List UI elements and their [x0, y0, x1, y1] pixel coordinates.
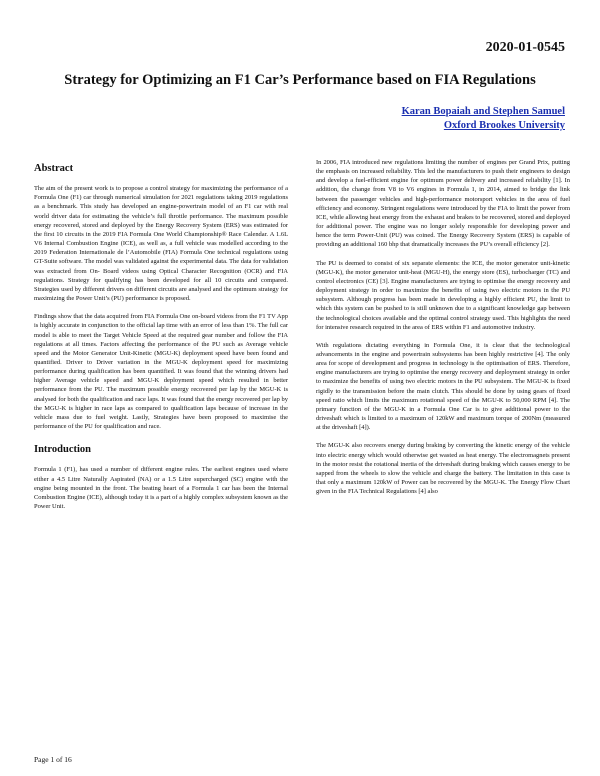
authors-link[interactable]: Karan Bopaiah and Stephen Samuel	[401, 106, 565, 117]
abstract-paragraph-2: Findings show that the data acquired from FIA Formula One on-board videos from the F1 TV App is highly accurate in conjunction to the official lap time with an error of less than 1%. The full car model is able to meet the Target Vehicle Speed at the required gear number and follow the FIA regulations at all times. Factors affecting the performance of the PU such as Average vehicle speed and the Motor Generator Unit-Kinetic (MGU-K) deployment speed have been found and quantified. Driver to Driver variation in the MGU-K deployment speed for maximizing performance during qualification has been quantified. It was found that the winning drivers had higher Average vehicle speed and MGU-K deployment speed which resulted in better performance from the PU. The maximum possible energy recovered per lap by the MGU-K is analysed for both the qualification and race laps. It was found that the energy recovered per lap by the MGU-K is higher in race laps as compared to qualification laps because of increase in the vehicle mass due to fuel weight. Lastly, Strategies have been proposed to maximise the performance of the PU for qualification and race.	[34, 313, 288, 431]
right-column	[316, 158, 570, 505]
introduction-paragraph-1: Formula 1 (F1), has used a number of different engine rules. The earliest engines used where either a 4.5 Litre Naturally Aspirated (NA) or a 1.5 Litre supercharged (SC) engine with the engine being mounted in the front. The beating heart of a Formula 1 car has been the Internal Combustion Engine (ICE), although today it is a part of a highly complex subsystem known as the Power Unit.	[34, 466, 288, 510]
paper-title: Strategy for Optimizing an F1 Car’s Performance based on FIA Regulations	[64, 72, 536, 88]
paper-id: 2020-01-0545	[485, 40, 565, 55]
body-paragraph-2: The PU is deemed to consist of six separate elements: the ICE, the motor generator unit-kinetic (MGU-K), the motor generator unit-heat (MGU-H), the energy store (ES), turbocharger (TC) and control electronics (CE) [3]. Engine manufacturers are trying to optimise the energy recovery and deployment strategy in order to maximize the benefits of using two electric motors in the PU subsystem. Although progress has been made in developing a highly efficient PU, the limit to which this system can be pushed to is still unknown due to a significant knowledge gap between the technological choices available and the optimal control strategy used. This highlights the need for intensive research required in the area of ERS within F1 and automotive industry.	[316, 259, 570, 331]
body-paragraph-4: The MGU-K also recovers energy during braking by converting the kinetic energy of the vehicle into electric energy which would otherwise get wasted as heat energy. The electromagnets present in the motor resist the rotational inertia of the driveshaft during braking which causes energy to be sapped from the wheels to slow the vehicle and charge the battery. The limitation in this case is that only a maximum 120kW of Power can be recovered by the MGU-K. The Energy Flow Chart given in the FIA Technical Regulations [4] also	[316, 442, 570, 496]
author-block	[402, 105, 565, 133]
abstract-paragraph-1: The aim of the present work is to propose a control strategy for maximizing the performance of a Formula One (F1) car through numerical simulation for 2021 regulations taking 2019 regulations as a benchmark. This study has developed an engine-powertrain model of an F1 car with real world driver data for estimating the vehicle’s full throttle performance. The maximum possible energy recovered, stored and deployed by the Energy Recovery System (ERS) was estimated for the first 10 circuits in the 2019 FIA Formula One World Championship® Race Calendar. A 1.6L V6 Internal Combustion Engine (ICE), as well as, a full vehicle was modelled according to the 2019 Federation Internationale de l’Automobile (FIA) Formula One technical regulations using GT-Suite software. The model was validated against the experimental data. The data for validation was extracted from On- Board videos using Optical Character Recognition (OCR) and FIA regulations. Strategy for qualifying has been developed for all 10 circuits and compared. Strategies used by different drivers on different circuits are analysed and the optimum strategy for maximizing the Power Unit’s (PU) performance is proposed.	[34, 185, 288, 303]
body-paragraph-1: In 2006, FIA introduced new regulations limiting the number of engines per Grand Prix, putting the emphasis on increased reliability. This led the manufacturers to push their engineers to design and develop a fuel-efficient engine for optimum power delivery and increased reliability [1]. In addition, the change from V8 to V6 engines in Formula 1, in 2014, aimed to bridge the link between the passenger vehicles and high-performance motorsport vehicles in the area of fuel efficiency and economy. Stringent regulations were introduced by the FIA to limit the power from ICE, while allowing heat energy from the exhaust and brakes to be recovered, stored and deployed for additional power. The engine was no longer solely responsible for developing power and hence the term Power-Unit (PU) was coined. The Energy Recovery System (ERS) is capable of providing an additional 160 bhp that dramatically increases the PU’s overall efficiency [2].	[316, 159, 570, 249]
body-paragraph-3: With regulations dictating everything in Formula One, it is clear that the technological advancements in the engine and powertrain subsystems has been highly restrictive [4]. The only area for scope of development and progress in technology is the optimisation of ERS. Therefore, engine manufacturers are trying to optimise the energy recovery and deployment strategy in order to maximize the benefits of using two electric motors in the PU subsystem. The MGU-K is fixed rigidly to the transmission before the main clutch. This should be done by using gears of fixed speed ratio which limits the maximum rotational speed of the MGU-K to 50,000 RPM [4]. The primary function of the MGU-K in a Formula One Car is to give additional power to the driveshaft which is limited to a maximum of 120kW and maximum torque of 200Nm (measured at the driveshaft [4]).	[316, 341, 570, 432]
left-column	[34, 158, 288, 520]
affiliation-link[interactable]: Oxford Brookes University	[443, 120, 565, 131]
introduction-heading: Introduction	[34, 444, 91, 456]
page-number: Page 1 of 16	[34, 755, 72, 764]
abstract-heading: Abstract	[34, 163, 74, 174]
